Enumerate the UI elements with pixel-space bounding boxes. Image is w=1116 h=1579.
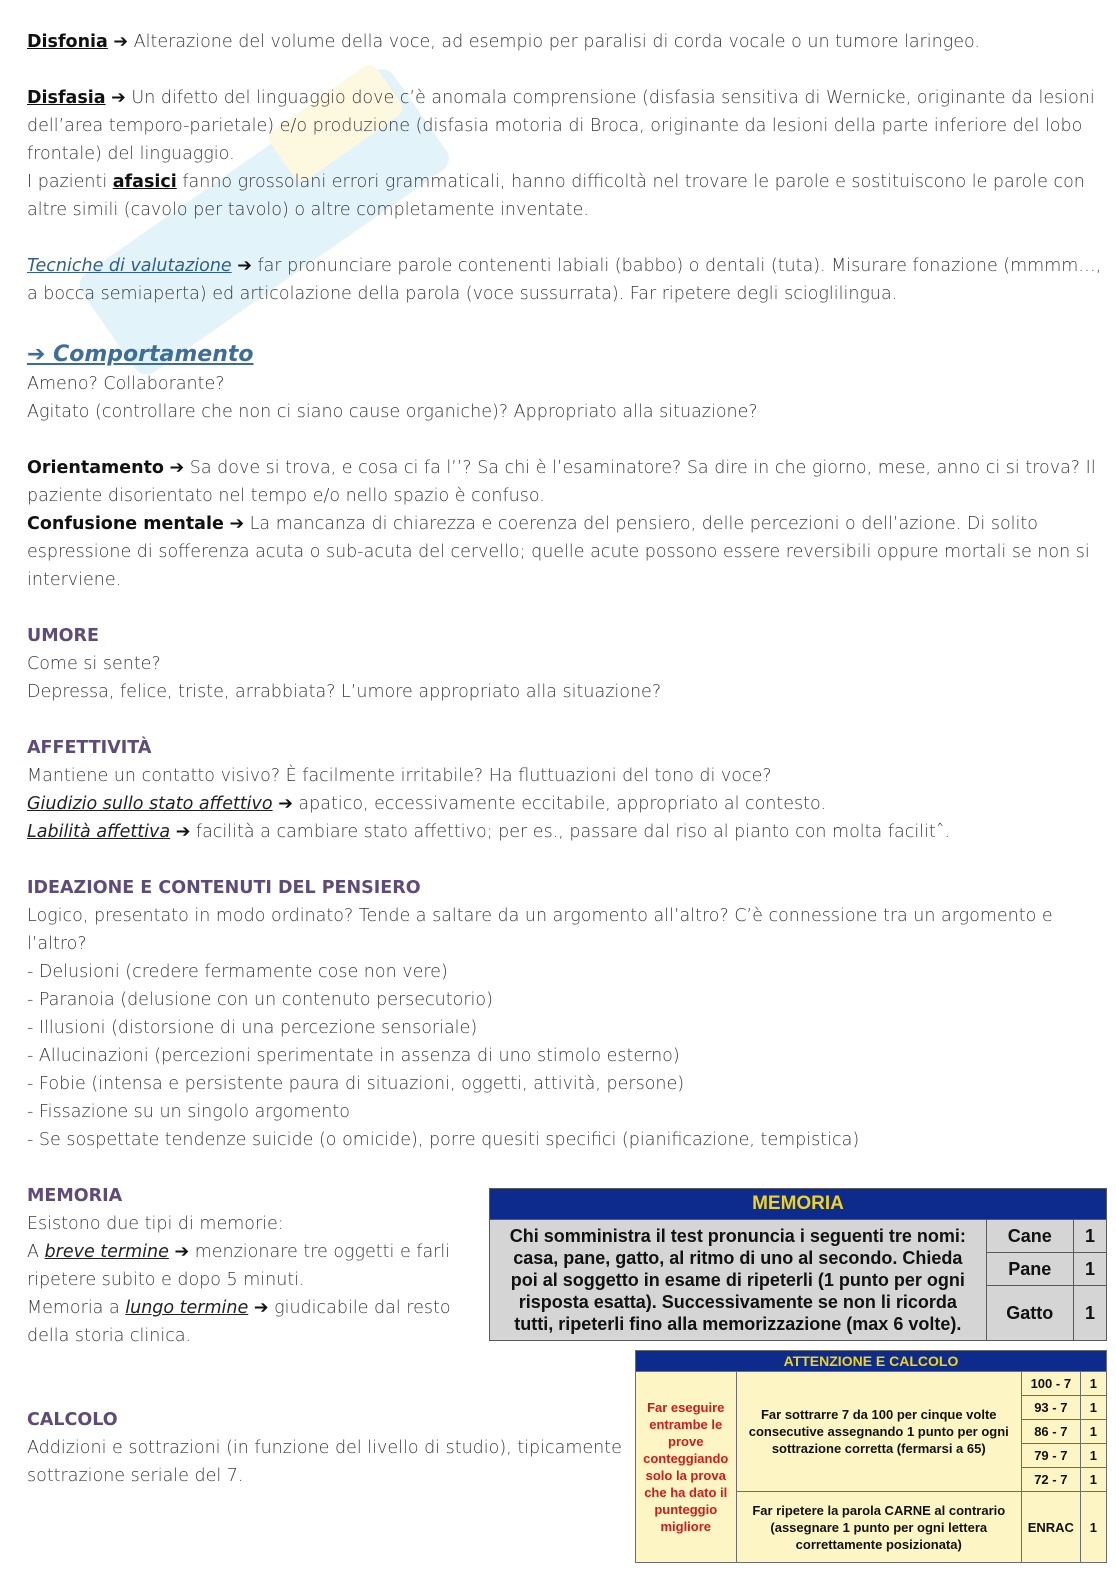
carne-description: Far ripetere la parola CARNE al contrario (assegnare 1 punto per ogni lettera correttamente posizionata) <box>736 1492 1022 1563</box>
comportamento-line-2: Agitato (controllare che non ci siano cause organiche)? Appropriato alla situazione? <box>27 402 758 422</box>
subtraction-points-cell: 1 <box>1080 1420 1106 1444</box>
tecniche-text: far pronunciare parole contenenti labiali (babbo) o dentali (tuta). Misurare fonazione (mmmm…, a bocca semiaperta) ed articolazione della parola (voce sussurrata). Far ripetere degli scioglilingua. <box>27 256 1102 304</box>
lungo-termine-term: lungo termine <box>125 1298 249 1318</box>
arrow-icon: ➔ <box>113 32 129 52</box>
afasici-pre: I pazienti <box>27 172 113 192</box>
afasici-text: fanno grossolani errori grammaticali, hanno difficoltà nel trovare le parole e sostituiscono le parole con altre simili (cavolo per tavolo) o altre completamente inventate. <box>27 172 1085 220</box>
labilita-term: Labilità affettiva <box>27 822 171 842</box>
list-item: - Fissazione su un singolo argomento <box>27 1098 1102 1126</box>
subtraction-points-cell: 1 <box>1080 1468 1106 1492</box>
labilita-paragraph <box>27 818 1102 846</box>
list-item: - Se sospettate tendenze suicide (o omicide), porre quesiti specifici (pianificazione, tempistica) <box>27 1126 1102 1154</box>
orientamento-paragraph <box>27 454 1102 510</box>
subtraction-points-cell: 1 <box>1080 1372 1106 1396</box>
memoria-test-table <box>489 1188 1107 1341</box>
memoria-word-cell: Gatto <box>986 1286 1073 1341</box>
tecniche-paragraph <box>27 252 1102 308</box>
calcolo-text: Addizioni e sottrazioni (in funzione del livello di studio), tipicamente sottrazione seriale del 7. <box>27 1438 622 1486</box>
subtraction-cell: 72 - 7 <box>1022 1468 1081 1492</box>
comportamento-line-1: Ameno? Collaborante? <box>27 374 225 394</box>
subtraction-cell: 100 - 7 <box>1022 1372 1081 1396</box>
list-item: - Illusioni (distorsione di una percezione sensoriale) <box>27 1014 1102 1042</box>
umore-line-1: Come si sente? <box>27 654 161 674</box>
afasici-paragraph <box>27 168 1102 224</box>
arrow-icon: ➔ <box>174 1242 190 1262</box>
disfonia-paragraph <box>27 28 1102 56</box>
labilita-text: facilità a cambiare stato affettivo; per es., passare dal riso al pianto con molta facilitˆ. <box>190 822 951 842</box>
memoria-line-1: Esistono due tipi di memorie: <box>27 1214 284 1234</box>
lungo-pre: Memoria a <box>27 1298 126 1318</box>
umore-line-2: Depressa, felice, triste, arrabbiata? L’umore appropriato alla situazione? <box>27 682 662 702</box>
confusione-paragraph <box>27 510 1102 594</box>
confusione-text: La mancanza di chiarezza e coerenza del pensiero, delle percezioni o dell’azione. Di solito espressione di sofferenza acuta o sub-acuta del cervello; quelle acute possono essere reversibili oppure mortali se non si interviene. <box>27 514 1090 590</box>
breve-pre: A <box>27 1242 45 1262</box>
attenzione-instruction: Far eseguire entrambe le prove conteggiando solo la prova che ha dato il punteggio migliore <box>636 1372 737 1563</box>
orientamento-term: Orientamento <box>27 458 164 478</box>
list-item: - Fobie (intensa e persistente paura di situazioni, oggetti, attività, persone) <box>27 1070 1102 1098</box>
breve-termine-text: menzionare tre oggetti e farli ripetere subito e dopo 5 minuti. <box>27 1242 451 1290</box>
ideazione-intro: Logico, presentato in modo ordinato? Tende a saltare da un argomento all’altro? C’è connessione tra un argomento e l’altro? <box>27 906 1053 954</box>
memoria-table-description: Chi somministra il test pronuncia i seguenti tre nomi: casa, pane, gatto, al ritmo di uno al secondo. Chieda poi al soggetto in esame di ripeterli (1 punto per ogni risposta esatta). Successivamente se non li ricorda tutti, ripeterli fino alla memorizzazione (max 6 volte). <box>490 1220 987 1341</box>
calcolo-heading: CALCOLO <box>27 1410 118 1430</box>
enrac-cell: ENRAC <box>1022 1492 1081 1563</box>
arrow-icon: ➔ <box>237 256 252 276</box>
umore-heading: UMORE <box>27 626 99 646</box>
affettivita-heading: AFFETTIVITÀ <box>27 738 152 758</box>
comportamento-heading: ➔ Comportamento <box>27 342 254 367</box>
memoria-points-cell: 1 <box>1073 1253 1106 1286</box>
giudizio-text: apatico, eccessivamente eccitabile, appropriato al contesto. <box>292 794 827 814</box>
arrow-icon: ➔ <box>175 822 191 842</box>
subtraction-points-cell: 1 <box>1080 1444 1106 1468</box>
subtraction-cell: 86 - 7 <box>1022 1420 1081 1444</box>
afasici-term: afasici <box>112 172 177 192</box>
subtraction-cell: 79 - 7 <box>1022 1444 1081 1468</box>
lungo-termine-paragraph <box>27 1294 477 1350</box>
ideazione-list <box>27 958 1102 1154</box>
affettivita-line-1: Mantiene un contatto visivo? È facilmente irritabile? Ha fluttuazioni del tono di voce? <box>27 766 772 786</box>
sottrarre-description: Far sottrarre 7 da 100 per cinque volte consecutive assegnando 1 punto per ogni sottrazione corretta (fermarsi a 65) <box>736 1372 1022 1492</box>
arrow-icon: ➔ <box>229 514 245 534</box>
attenzione-table-header: ATTENZIONE E CALCOLO <box>636 1351 1107 1372</box>
disfasia-text: Un difetto del linguaggio dove c’è anomala comprensione (disfasia sensitiva di Wernicke, originante da lesioni dell’area temporo-parietale) e/o produzione (disfasia motoria di Broca, originante da lesioni della parte inferiore del lobo frontale) del linguaggio. <box>27 88 1095 164</box>
disfasia-paragraph <box>27 84 1102 168</box>
orientamento-text: Sa dove si trova, e cosa ci fa l’’? Sa chi è l’esaminatore? Sa dire in che giorno, mese, anno ci si trova? Il paziente disorientato nel tempo e/o nello spazio è confuso. <box>27 458 1096 506</box>
enrac-points-cell: 1 <box>1080 1492 1106 1563</box>
arrow-icon: ➔ <box>278 794 293 814</box>
subtraction-cell: 93 - 7 <box>1022 1396 1081 1420</box>
attenzione-calcolo-table <box>635 1350 1107 1563</box>
list-item: - Paranoia (delusione con un contenuto persecutorio) <box>27 986 1102 1014</box>
list-item: - Delusioni (credere fermamente cose non vere) <box>27 958 1102 986</box>
disfonia-term: Disfonia <box>27 32 108 52</box>
subtraction-points-cell: 1 <box>1080 1396 1106 1420</box>
memoria-points-cell: 1 <box>1073 1286 1106 1341</box>
list-item: - Allucinazioni (percezioni sperimentate in assenza di uno stimolo esterno) <box>27 1042 1102 1070</box>
memoria-points-cell: 1 <box>1073 1220 1106 1253</box>
confusione-term: Confusione mentale <box>27 514 224 534</box>
arrow-icon: ➔ <box>169 458 185 478</box>
lungo-termine-text: giudicabile dal resto della storia clinica. <box>27 1298 451 1346</box>
memoria-word-cell: Cane <box>986 1220 1073 1253</box>
breve-termine-term: breve termine <box>44 1242 169 1262</box>
disfonia-text: Alterazione del volume della voce, ad esempio per paralisi di corda vocale o un tumore laringeo. <box>128 32 980 52</box>
disfasia-term: Disfasia <box>27 88 106 108</box>
memoria-text-block <box>27 1210 477 1350</box>
giudizio-term: Giudizio sullo stato affettivo <box>27 794 273 814</box>
tecniche-term: Tecniche di valutazione <box>27 256 232 276</box>
ideazione-heading: IDEAZIONE E CONTENUTI DEL PENSIERO <box>27 878 421 898</box>
arrow-icon: ➔ <box>253 1298 269 1318</box>
memoria-heading: MEMORIA <box>27 1186 123 1206</box>
memoria-table-header: MEMORIA <box>490 1189 1107 1220</box>
giudizio-paragraph <box>27 790 1102 818</box>
breve-termine-paragraph <box>27 1238 477 1294</box>
arrow-icon: ➔ <box>111 88 126 108</box>
memoria-word-cell: Pane <box>986 1253 1073 1286</box>
